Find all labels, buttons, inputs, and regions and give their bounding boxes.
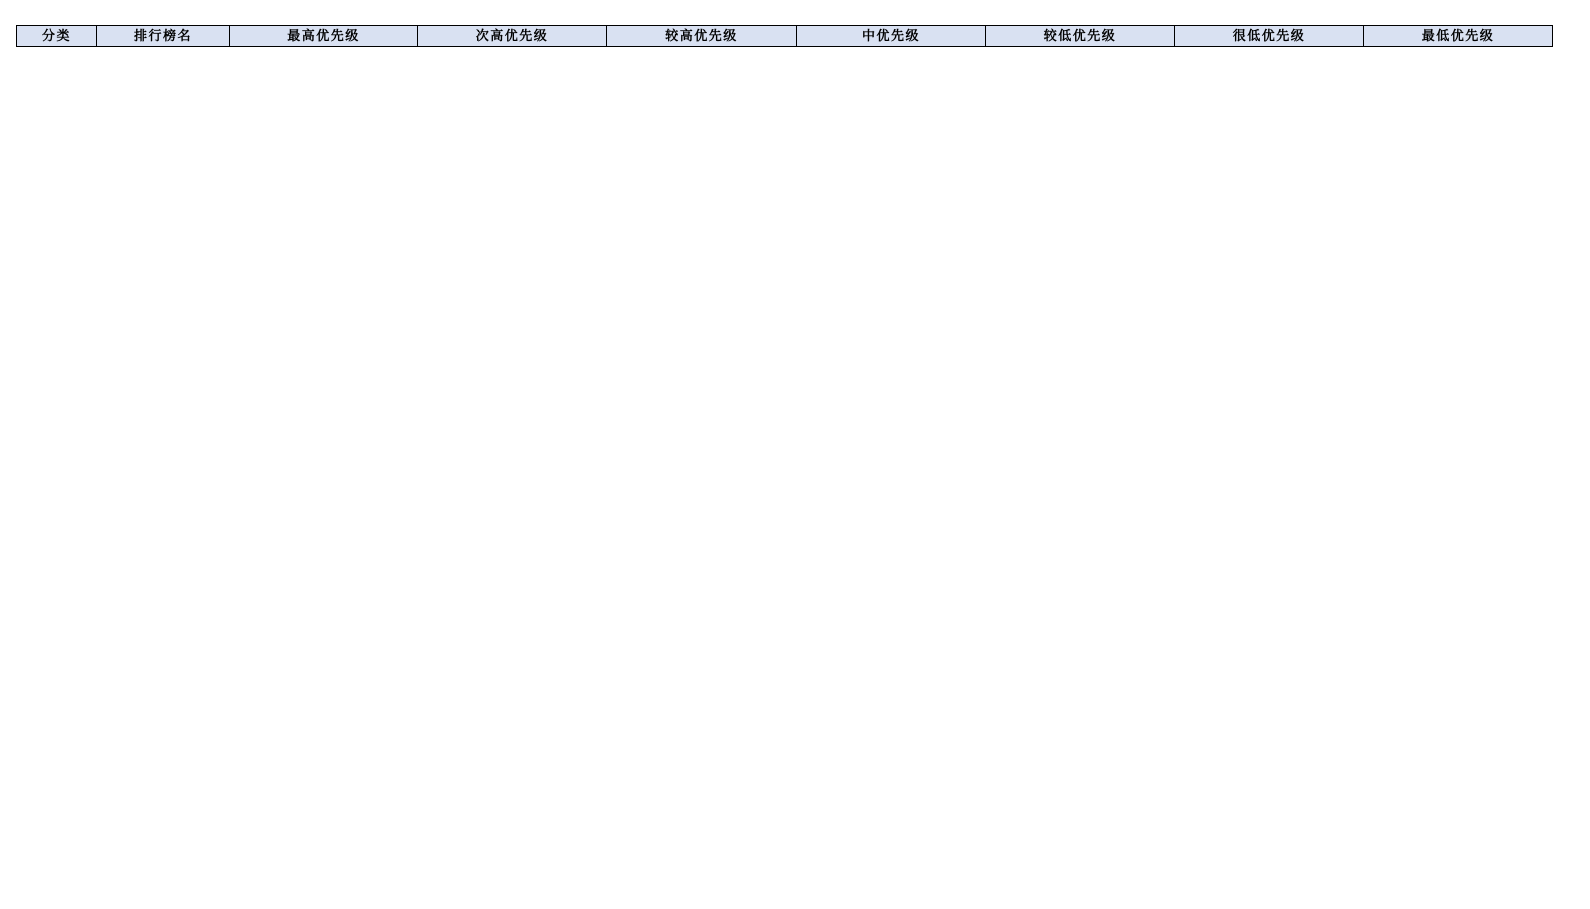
header-priority-highest: 最高优先级 (230, 26, 418, 47)
header-priority-lower: 较低优先级 (986, 26, 1175, 47)
header-ranking-name: 排行榜名 (97, 26, 230, 47)
ranking-priority-table (16, 25, 1553, 47)
header-priority-very-low: 很低优先级 (1175, 26, 1364, 47)
header-priority-lowest: 最低优先级 (1364, 26, 1553, 47)
header-priority-medium: 中优先级 (797, 26, 986, 47)
header-priority-second: 次高优先级 (418, 26, 607, 47)
header-category: 分类 (17, 26, 97, 47)
header-row (17, 26, 1553, 47)
header-priority-higher: 较高优先级 (607, 26, 797, 47)
